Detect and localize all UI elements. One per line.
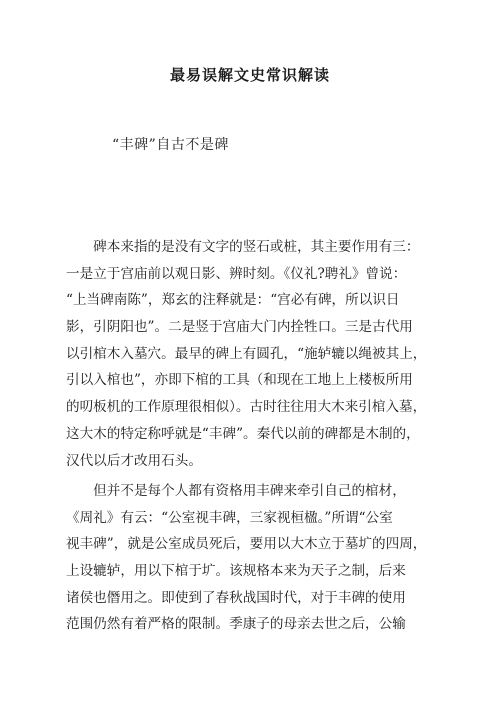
paragraph-line: 一是立于宫庙前以观日影、辨时刻。《仪礼?聘礼》曾说： xyxy=(66,265,407,282)
paragraph-2 xyxy=(66,478,436,638)
paragraph-line: 《周礼》有云：“公室视丰碑，三家视桓楹。”所谓“公室 xyxy=(66,509,393,526)
paragraph-line: 引以入棺也”，亦即下棺的工具（和现在工地上上楼板所用 xyxy=(66,372,413,389)
paragraph-1 xyxy=(66,234,436,474)
section-subtitle: “丰碑”自古不是碑 xyxy=(112,137,229,153)
paragraph-line: 影，引阴阳也”。二是竖于宫庙大门内拴牲口。三是古代用 xyxy=(66,319,413,336)
paragraph-line: 但并不是每个人都有资格用丰碑来牵引自己的棺材， xyxy=(66,483,406,499)
paragraph-line: 以引棺木入墓穴。最早的碑上有圆孔，“施轳辘以绳被其上， xyxy=(66,345,427,362)
paragraph-line: 上设辘轳，用以下棺于圹。该规格本来为天子之制，后来 xyxy=(66,563,406,580)
paragraph-line: 诸侯也僭用之。即使到了春秋战国时代，对于丰碑的使用 xyxy=(66,589,406,606)
paragraph-line: 范围仍然有着严格的限制。季康子的母亲去世之后，公输 xyxy=(66,616,406,633)
paragraph-line: 汉代以后才改用石头。 xyxy=(66,452,202,469)
paragraph-line: 碑本来指的是没有文字的竖石或桩，其主要作用有三： xyxy=(66,239,420,255)
paragraph-line: “上当碑南陈”，郑玄的注释就是：“宫必有碑，所以识日 xyxy=(66,292,400,309)
paragraph-line: 这大木的特定称呼就是“丰碑”。秦代以前的碑都是木制的， xyxy=(66,425,420,442)
paragraph-line: 视丰碑”，就是公室成员死后，要用以大木立于墓圹的四周， xyxy=(66,536,427,553)
document-title: 最易误解文史常识解读 xyxy=(169,66,330,84)
paragraph-line: 的叨板机的工作原理很相似）。古时往往用大木来引棺入墓， xyxy=(66,399,427,416)
